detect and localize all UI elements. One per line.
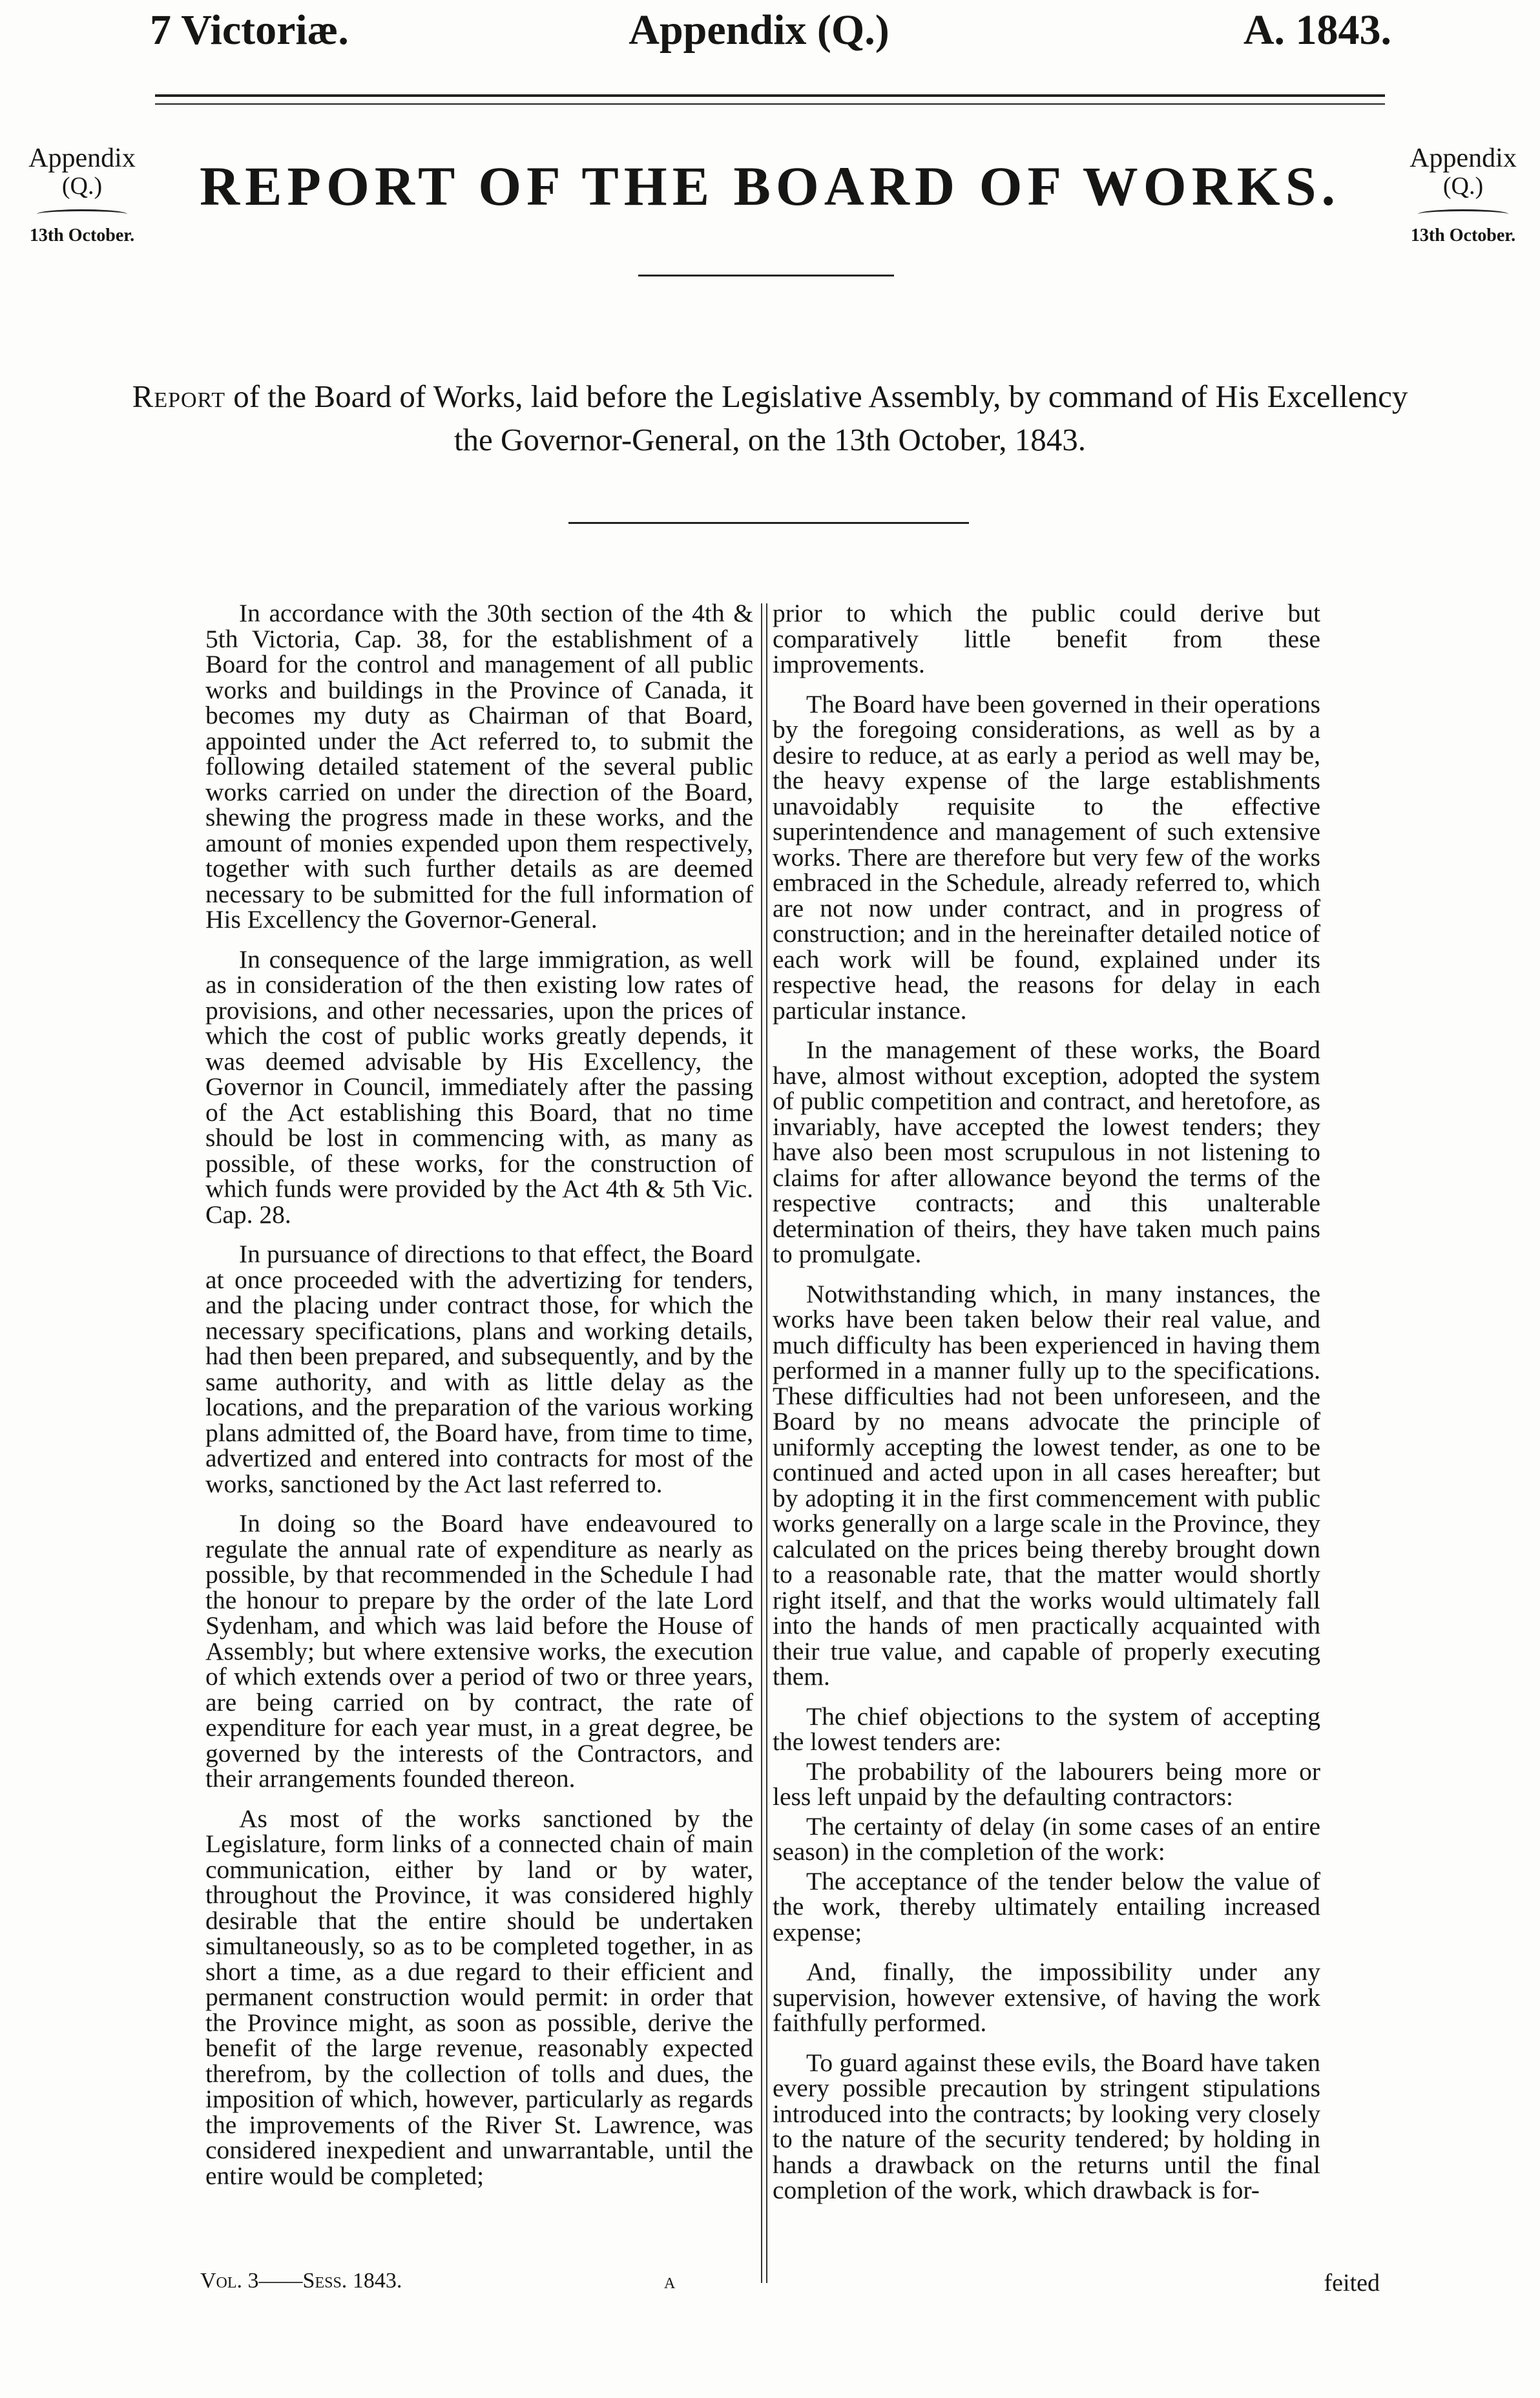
margin-note-letter: (Q.): [1442, 172, 1484, 200]
signature-mark: A: [664, 2275, 676, 2292]
running-header-left: 7 Victoriæ.: [150, 6, 349, 54]
paragraph: As most of the works sanctioned by the Legislature, form links of a connected chain of main communication, either by land or by water, throughout the Province, it was considered highly desirable that the entire should be undertaken simultaneously, so as to be completed together, in as short a time, as a due regard to their efficient and permanent construction would permit: in order that the Province might, as soon as possible, derive the benefit of the large revenue, reasonably expected therefrom, by the collection of tolls and dues, the imposition of which, however, particularly as regards the improvements of the River St. Lawrence, was considered inexpedient and unwarrantable, until the entire would be completed;: [205, 1804, 753, 2190]
volume-session-line: [200, 2269, 402, 2293]
report-heading-text: of the Board of Works, laid before the Legislative Assembly, by command of His Excellency the Governor-General, on the 13th October, 1843.: [225, 379, 1408, 457]
report-heading-lead: Report: [132, 379, 225, 414]
report-heading: [129, 375, 1411, 461]
paragraph: Notwithstanding which, in many instances, the works have been taken below their real value, and much difficulty has been experienced in having them performed in a manner fully up to the specifications. These difficulties had not been unforeseen, and the Board by no means advocate the principle of uniformly accepting the lowest tender, as one to be continued and acted upon in all cases hereafter; but by adopting it in the first commencement with public works generally on a large scale in the Province, they calculated on the prices being thereby brought down to a reasonable rate, that the matter would shortly right itself, and that the works would ultimately fall into the hands of men practically acquainted with their true value, and capable of properly executing them.: [773, 1279, 1320, 1691]
document-title: REPORT OF THE BOARD OF WORKS.: [199, 155, 1341, 217]
paragraph: The certainty of delay (in some cases of an entire season) in the completion of the work:: [773, 1811, 1320, 1866]
paragraph: The Board have been governed in their operations by the foregoing considerations, as well as by a desire to reduce, at as early a period as well may be, the heavy expense of the large establishments unavoidably requisite to the effective superintendence and management of such extensive works. There are therefore but very few of the works embraced in the Schedule, already referred to, which are not now under contract, and in progress of construction; and in the hereinafter detailed notice of each work will be found, explained under its respective head, the reasons for delay in each particular instance.: [773, 689, 1320, 1025]
volume-label: Vol.: [200, 2269, 243, 2293]
margin-note-left: [8, 143, 156, 246]
column-divider: [761, 603, 767, 2283]
margin-note-letter: (Q.): [61, 172, 103, 200]
running-header-center: Appendix (Q.): [629, 6, 890, 54]
brace-ornament: [37, 209, 127, 219]
paragraph: The chief objections to the system of accepting the lowest tenders are:: [773, 1702, 1320, 1756]
session-year: 1843.: [347, 2269, 402, 2293]
margin-note-date: 13th October.: [1410, 225, 1516, 245]
catchword: feited: [1324, 2269, 1380, 2297]
paragraph: In the management of these works, the Board have, almost without exception, adopted the system of public competition and contract, and heretofore, as invariably, have accepted the lowest tenders; they have also been most scrupulous in not listening to claims for after allowance beyond the terms of the respective contracts; and this unalterable determination of theirs, they have taken much pains to promulgate.: [773, 1036, 1320, 1268]
heading-rule: [568, 522, 969, 524]
margin-note-appendix: Appendix: [28, 143, 136, 173]
paragraph: prior to which the public could derive but comparatively little benefit from these improvements.: [773, 599, 1320, 678]
paragraph: The probability of the labourers being more or less left unpaid by the defaulting contractors:: [773, 1757, 1320, 1811]
paragraph: The acceptance of the tender below the value of the work, thereby ultimately entailing increased expense;: [773, 1866, 1320, 1946]
paragraph: In pursuance of directions to that effect, the Board at once proceeded with the advertizing for tenders, and the placing under contract those, for which the necessary specifications, plans and working details, had then been prepared, and subsequently, and by the same authority, and with as little delay as the locations, and the preparation of the various working plans admitted of, the Board have, from time to time, advertized and entered into contracts for most of the works, sanctioned by the Act last referred to.: [205, 1240, 753, 1498]
volume-number: 3——: [242, 2269, 303, 2293]
brace-ornament: [1418, 209, 1508, 219]
left-column: [205, 601, 753, 2203]
title-rule: [638, 275, 894, 276]
right-column: [773, 601, 1320, 2218]
paragraph: And, finally, the impossibility under any supervision, however extensive, of having the work faithfully performed.: [773, 1957, 1320, 2037]
paragraph: In doing so the Board have endeavoured to regulate the annual rate of expenditure as nearly as possible, by that recommended in the Schedule I had the honour to prepare by the order of the late Lord Sydenham, and which was laid before the House of Assembly; but where extensive works, the execution of which extends over a period of two or three years, are being carried on by contract, the rate of expenditure for each year must, in a great degree, be governed by the interests of the Contractors, and their arrangements founded thereon.: [205, 1509, 753, 1793]
paragraph: In consequence of the large immigration, as well as in consideration of the then existing low rates of provisions, and other necessaries, upon the prices of which the cost of public works greatly depends, it was deemed advisable by His Excellency, the Governor in Council, immediately after the passing of the Act establishing this Board, that no time should be lost in commencing with, as many as possible, of these works, for the construction of which funds were provided by the Act 4th & 5th Vic. Cap. 28.: [205, 944, 753, 1229]
margin-note-date: 13th October.: [29, 225, 135, 245]
margin-note-appendix: Appendix: [1410, 143, 1517, 173]
paragraph: In accordance with the 30th section of the 4th & 5th Victoria, Cap. 38, for the establishment of a Board for the control and management of all public works and buildings in the Province of Canada, it becomes my duty as Chairman of that Board, appointed under the Act referred to, to submit the following detailed statement of the several public works carried on under the direction of the Board, shewing the progress made in these works, and the amount of monies expended upon them respectively, together with such further details as are deemed necessary to be submitted for the full information of His Excellency the Governor-General.: [205, 599, 753, 933]
header-rule-thick: [155, 94, 1385, 97]
header-rule-thin: [155, 103, 1385, 105]
margin-note-right: [1389, 143, 1537, 246]
running-header-right: A. 1843.: [1243, 6, 1391, 54]
paragraph: To guard against these evils, the Board have taken every possible precaution by stringent stipulations introduced into the contracts; by looking very closely to the nature of the security tendered; by holding in hands a drawback on the returns until the final completion of the work, which drawback is for-: [773, 2048, 1320, 2204]
session-label: Sess.: [302, 2269, 348, 2293]
